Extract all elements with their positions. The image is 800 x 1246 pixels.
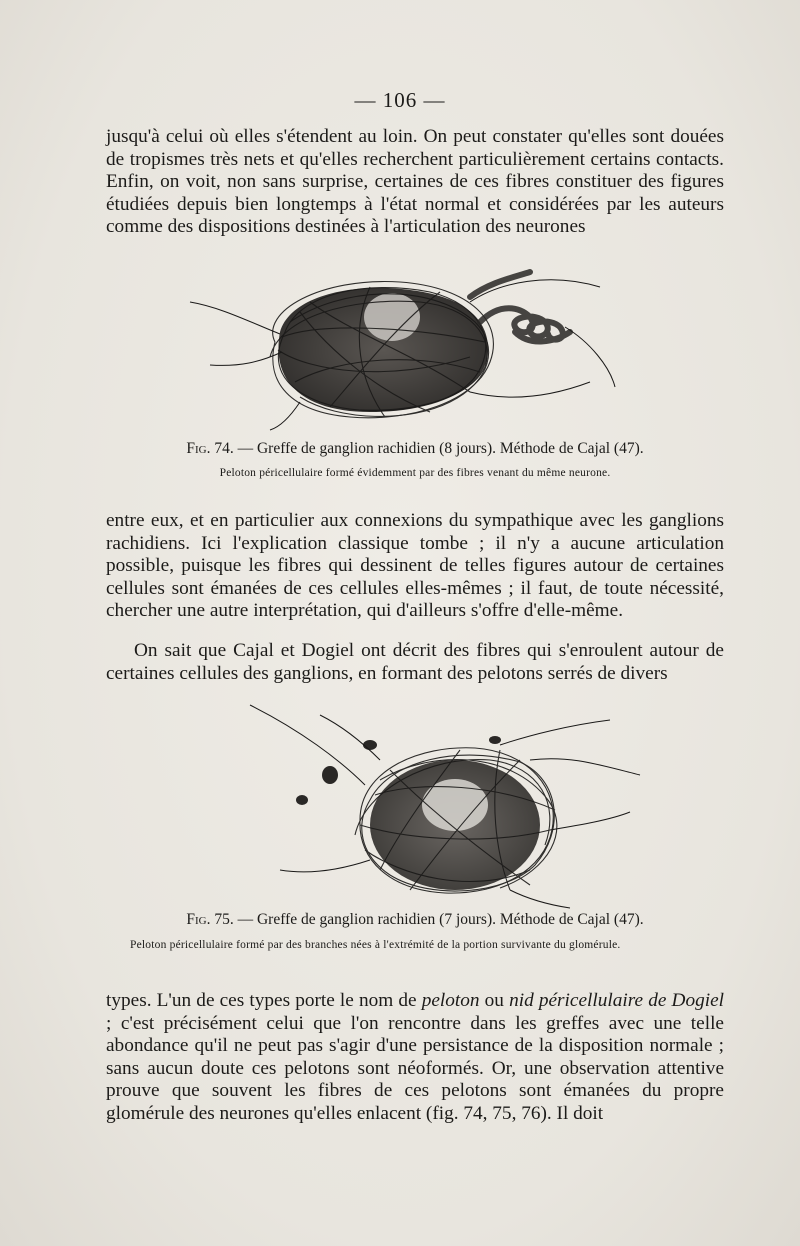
paragraph-4-part-2: ou bbox=[479, 990, 510, 1011]
paragraph-4-part-1: types. L'un de ces types porte le nom de bbox=[106, 990, 422, 1011]
figure-74-caption-text: — Greffe de ganglion rachidien (8 jours). Méthode de Cajal (47). bbox=[233, 440, 644, 457]
cell-body-75 bbox=[370, 760, 540, 890]
figure-75-caption-text: — Greffe de ganglion rachidien (7 jours). Méthode de Cajal (47). bbox=[233, 911, 644, 928]
paragraph-3: On sait que Cajal et Dogiel ont décrit des fibres qui s'enroulent autour de certaines cellules des ganglions, en formant des pelotons serrés de divers bbox=[106, 640, 724, 684]
paragraph-2: entre eux, et en particulier aux connexions du sympathique avec les ganglions rachidiens. Ici l'explication classique tombe ; il n'y a aucune articulation possible, puisque les fibres qui dessinent de telles figures autour de certaines cellules sont émanées de ces cellules elles-mêmes ; il faut, de toute nécessité, chercher une autre interprétation, qui d'ailleurs s'offre d'elle-même. bbox=[106, 510, 724, 622]
page-number: — 106 — bbox=[354, 88, 446, 112]
figure-74-illustration bbox=[170, 262, 630, 432]
figure-75-subcaption: Peloton péricellulaire formé par des branches nées à l'extrémité de la portion survivante du glomérule. bbox=[130, 939, 621, 951]
figure-75-illustration bbox=[230, 700, 650, 910]
paragraph-4 bbox=[106, 990, 724, 1126]
figure-74-label: Fig. 74. bbox=[186, 440, 234, 457]
paragraph-4-part-3: ; c'est précisément celui que l'on rencontre dans les greffes avec une telle abondance qu'il ne peut pas s'agir d'une persistance de la disposition normale ; sans aucun doute ces pelotons sont néoformés. Or, une observation attentive prouve que souvent les fibres de ces pelotons sont émanées du propre glomérule des neurones qu'elles enlacent (fig. 74, 75, 76). Il doit bbox=[106, 1012, 724, 1124]
term-peloton: peloton bbox=[421, 990, 480, 1011]
term-nid-pericellulaire: nid péricellulaire de Dogiel bbox=[509, 990, 724, 1011]
figure-74-subcaption: Peloton péricellulaire formé évidemment par des fibres venant du même neurone. bbox=[219, 467, 611, 479]
figure-74-caption bbox=[110, 440, 720, 458]
figure-75-caption bbox=[110, 911, 720, 929]
figure-75-label: Fig. 75. bbox=[186, 911, 234, 928]
paragraph-1: jusqu'à celui où elles s'étendent au loin. On peut constater qu'elles sont douées de tropismes très nets et qu'elles recherchent particulièrement certains contacts. Enfin, on voit, non sans surprise, certaines de ces fibres constituer des figures étudiées depuis bien longtemps à l'état normal et considérées par les auteurs comme des dispositions destinées à l'articulation des neurones bbox=[106, 126, 724, 238]
